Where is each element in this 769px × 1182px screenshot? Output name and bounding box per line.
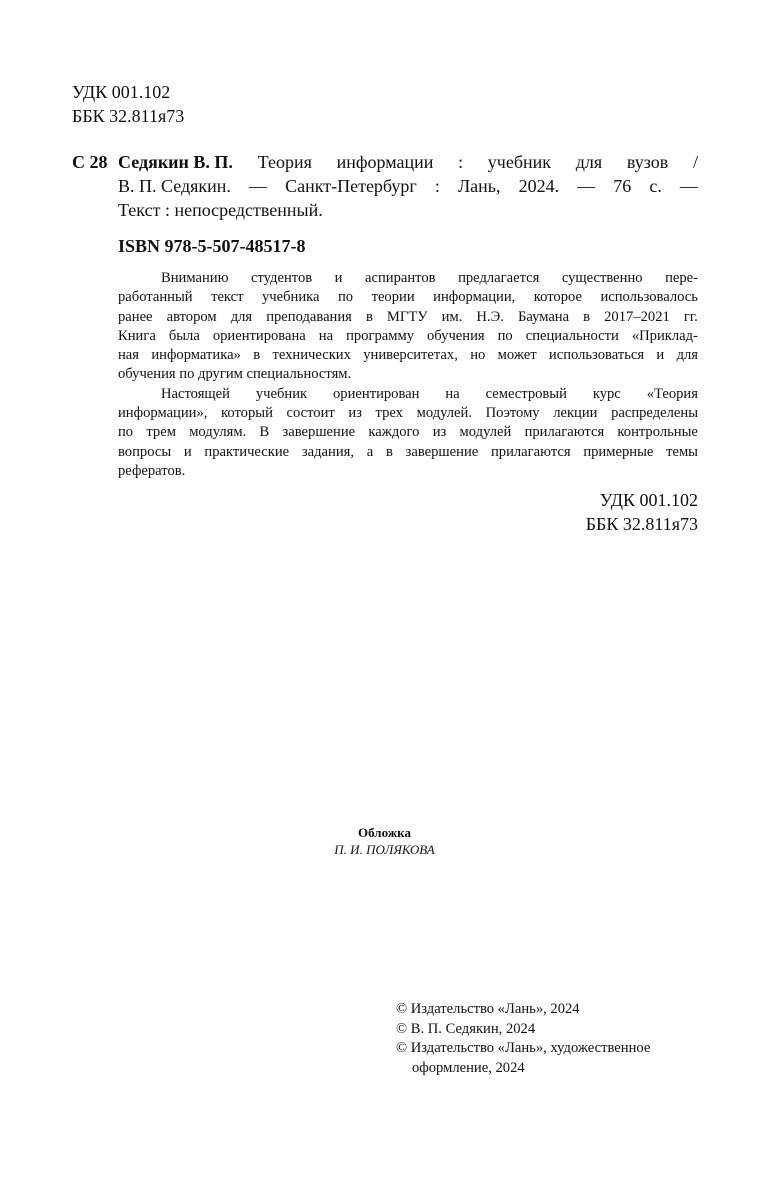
annotation-word: ориентирован: [333, 385, 420, 402]
annotation-word: преподавания: [266, 308, 352, 325]
annotation-word: использоваться: [548, 347, 645, 364]
annotation-word: аспирантов: [365, 270, 436, 286]
annotation-line: [118, 327, 698, 346]
annotation-word: в: [365, 308, 373, 325]
annotation-line: [118, 346, 698, 365]
biblio-line-2: [118, 174, 698, 198]
annotation-word: Поэтому: [485, 405, 540, 422]
annotation-word: специальности: [525, 327, 619, 344]
cover-label: Обложка: [358, 825, 411, 840]
annotation-word: Баумана: [517, 308, 570, 325]
annotation-word: курс: [592, 385, 621, 402]
biblio-word: Санкт-Петербург: [285, 176, 417, 196]
annotation-word: который: [221, 405, 273, 422]
annotation-word: студентов: [251, 270, 313, 286]
annotation-word: пере-: [665, 270, 698, 286]
annotation-word: практические: [204, 443, 290, 460]
annotation-word: на: [445, 385, 460, 402]
biblio-line-3: Текст : непосредственный.: [118, 200, 323, 220]
annotation-word: использовалось: [600, 289, 698, 306]
annotation-line: [118, 288, 698, 307]
annotation-line: [118, 404, 698, 423]
annotation-word: распределены: [611, 405, 698, 422]
annotation-line: [118, 443, 698, 462]
annotation-word: для: [676, 347, 698, 364]
annotation-word: «Приклад-: [631, 327, 698, 344]
annotation-word: из: [348, 405, 362, 422]
annotation-word: из: [432, 424, 447, 441]
annotation-word: ранее: [118, 308, 153, 325]
annotation-word: по: [337, 289, 354, 306]
annotation-word: 2017–2021: [604, 308, 670, 325]
annotation-word: существенно: [561, 270, 643, 286]
annotation-word: ориентирована: [212, 327, 306, 344]
bbk-code: ББК 32.811я73: [72, 106, 185, 126]
annotation-word: работанный: [118, 289, 193, 306]
biblio-word: вузов: [626, 152, 669, 172]
annotation-word: для: [230, 308, 253, 325]
bibliographic-record: [118, 150, 698, 222]
copyright-line: © Издательство «Лань», 2024: [396, 1001, 580, 1017]
annotation-word: модулям.: [189, 424, 247, 441]
annotation-word: завершение: [282, 424, 356, 441]
annotation-word: им.: [441, 308, 463, 325]
annotation-word: но: [470, 347, 486, 364]
annotation-word: лекции: [553, 405, 598, 422]
bbk-code: ББК 32.811я73: [585, 514, 698, 534]
annotation-line: рефератов.: [118, 462, 186, 479]
annotation-word: прилагаются: [490, 443, 571, 460]
biblio-word: Лань,: [457, 176, 501, 196]
biblio-word: для: [575, 152, 603, 172]
annotation-word: может: [497, 347, 537, 364]
classification-codes-bottom: [586, 488, 698, 536]
annotation-word: завершение: [405, 443, 479, 460]
copyright-line: © В. П. Седякин, 2024: [396, 1020, 536, 1037]
annotation-word: Н.Э.: [476, 308, 504, 325]
annotation-word: Настоящей: [161, 385, 230, 402]
annotation-word: на: [318, 327, 334, 344]
annotation-line: обучения по другим специальностям.: [118, 366, 352, 383]
annotation-word: учебник: [255, 385, 308, 402]
biblio-word: :: [434, 176, 440, 196]
annotation-line: [118, 385, 698, 404]
annotation-word: ная: [118, 347, 139, 364]
annotation-word: МГТУ: [386, 308, 428, 325]
annotation-word: вопросы: [118, 443, 172, 460]
biblio-word: —: [679, 176, 698, 196]
biblio-word: 76: [613, 176, 632, 196]
annotation: [118, 269, 698, 481]
annotation-word: по: [497, 327, 513, 344]
annotation-word: Вниманию: [161, 270, 229, 286]
annotation-word: трем: [146, 424, 176, 441]
biblio-word: —: [577, 176, 596, 196]
annotation-word: а: [366, 443, 374, 460]
annotation-word: предлагается: [458, 270, 540, 286]
annotation-word: по: [118, 424, 134, 441]
copyright-line: оформление, 2024: [412, 1059, 525, 1076]
annotation-word: прилагаются: [524, 424, 605, 441]
copyright-line: © Издательство «Лань», художественное: [396, 1040, 651, 1056]
biblio-word: информации: [336, 152, 434, 172]
annotation-word: модулей: [459, 424, 512, 441]
annotation-word: текст: [211, 289, 244, 306]
biblio-word: —: [249, 176, 268, 196]
biblio-word: :: [458, 152, 464, 172]
annotation-line: [118, 269, 698, 288]
annotation-word: задания,: [301, 443, 355, 460]
annotation-word: модулей.: [416, 405, 472, 422]
annotation-word: примерные: [583, 443, 654, 460]
annotation-word: информатика»: [151, 347, 241, 364]
annotation-word: контрольные: [617, 424, 698, 441]
annotation-word: теории: [371, 289, 415, 306]
annotation-word: состоит: [286, 405, 335, 422]
annotation-word: в: [385, 443, 393, 460]
annotation-word: Книга: [118, 327, 156, 344]
annotation-word: В: [259, 424, 270, 441]
annotation-word: в: [253, 347, 261, 364]
annotation-word: гг.: [683, 308, 698, 325]
biblio-word: 2024.: [518, 176, 560, 196]
biblio-word: В. П. Седякин.: [118, 176, 231, 196]
udc-code: УДК 001.102: [599, 490, 698, 510]
author-mark: С 28: [72, 152, 108, 172]
annotation-word: трех: [375, 405, 403, 422]
cover-designer: П. И. ПОЛЯКОВА: [334, 842, 435, 857]
annotation-word: была: [168, 327, 200, 344]
annotation-word: технических: [272, 347, 351, 364]
biblio-word: /: [692, 152, 698, 172]
annotation-word: автором: [166, 308, 217, 325]
annotation-word: информации»,: [118, 405, 208, 422]
annotation-word: «Теория: [646, 385, 698, 402]
annotation-word: и: [656, 347, 665, 364]
cover-credit: [0, 824, 769, 858]
isbn: ISBN 978-5-507-48517-8: [118, 236, 306, 256]
annotation-word: и: [334, 270, 343, 286]
biblio-word: Теория: [257, 152, 312, 172]
biblio-line-1: [118, 150, 698, 174]
annotation-word: программу: [346, 327, 414, 344]
annotation-word: каждого: [368, 424, 420, 441]
classification-codes-top: [72, 80, 184, 128]
annotation-word: которое: [533, 289, 582, 306]
annotation-word: семестровый: [485, 385, 567, 402]
biblio-word: с.: [649, 176, 662, 196]
copyright-block: [396, 1000, 650, 1078]
annotation-line: [118, 423, 698, 442]
annotation-word: в: [583, 308, 591, 325]
annotation-word: и: [183, 443, 192, 460]
author-heading: Седякин В. П.: [118, 152, 233, 172]
annotation-word: университетах,: [363, 347, 458, 364]
udc-code: УДК 001.102: [72, 82, 171, 102]
annotation-word: учебника: [261, 289, 320, 306]
annotation-word: информации,: [433, 289, 516, 306]
annotation-line: [118, 308, 698, 327]
annotation-word: обучения: [427, 327, 485, 344]
annotation-word: темы: [666, 443, 698, 460]
biblio-word: учебник: [487, 152, 552, 172]
